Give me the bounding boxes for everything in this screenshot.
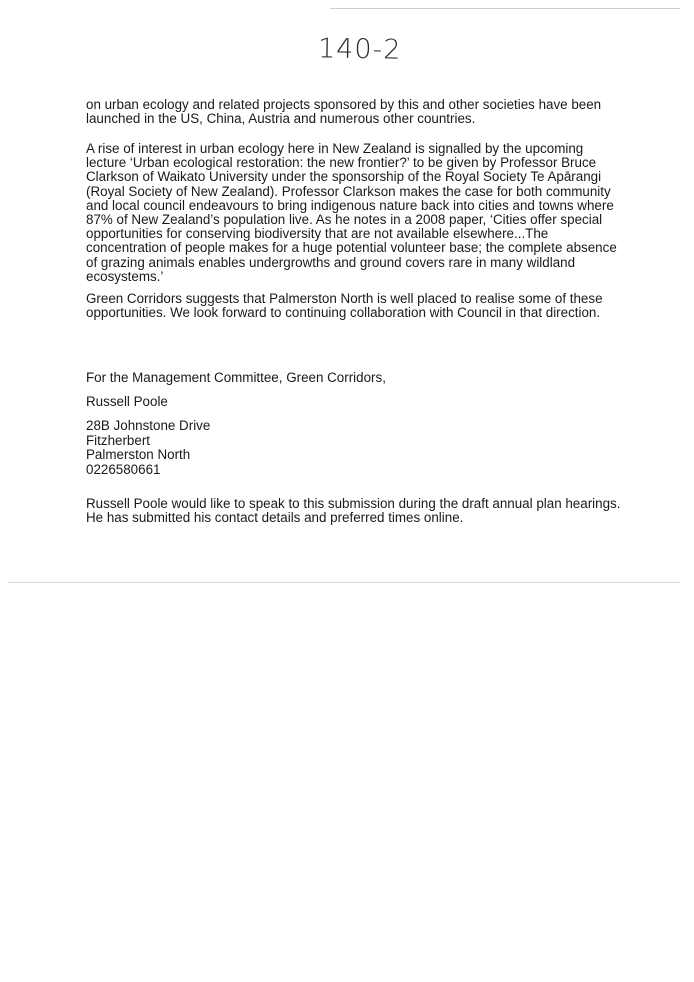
closing-paragraph: Russell Poole would like to speak to this submission during the draft annual plan hearings. He has submitted his contact details and preferred times online. [86,496,621,526]
address-phone: 0226580661 [86,461,161,477]
address-suburb: Fitzherbert [86,432,150,448]
signature-intro: For the Management Committee, Green Corridors, [86,370,386,385]
handwritten-page-number: 140-2 [317,33,402,66]
scan-edge-bottom [8,582,680,583]
address-city: Palmerston North [86,447,191,463]
postal-address [86,419,621,477]
paragraph-continuation: on urban ecology and related projects sponsored by this and other societies have been launched in the US, China, Austria and numerous other countries. [86,97,602,127]
signatory-name: Russell Poole [86,394,168,409]
address-street: 28B Johnstone Drive [86,418,211,433]
paragraph-urban-ecology-nz: A rise of interest in urban ecology here in New Zealand is signalled by the upcoming lecture ‘Urban ecological restoration: the new frontier?’ to be given by Professor Bruce Clarkson of Waikato University under the sponsorship of the Royal Society Te Apārangi (Royal Society of New Zealand). Professor Clarkson makes the case for both community and local council endeavours to bring indigenous nature back into cities and towns where 87% of New Zealand’s population live. As he notes in a 2008 paper, ‘Cities offer special opportunities for conserving biodiversity that are not available elsewhere...The concentration of people makes for a huge potential volunteer base; the complete absence of grazing animals enables undergrowths and ground covers rare in many wildland ecosystems.’ [86,141,617,284]
scan-edge-top [330,8,680,9]
paragraph-green-corridors: Green Corridors suggests that Palmerston North is well placed to realise some of these opportunities. We look forward to continuing collaboration with Council in that direction. [86,291,603,321]
